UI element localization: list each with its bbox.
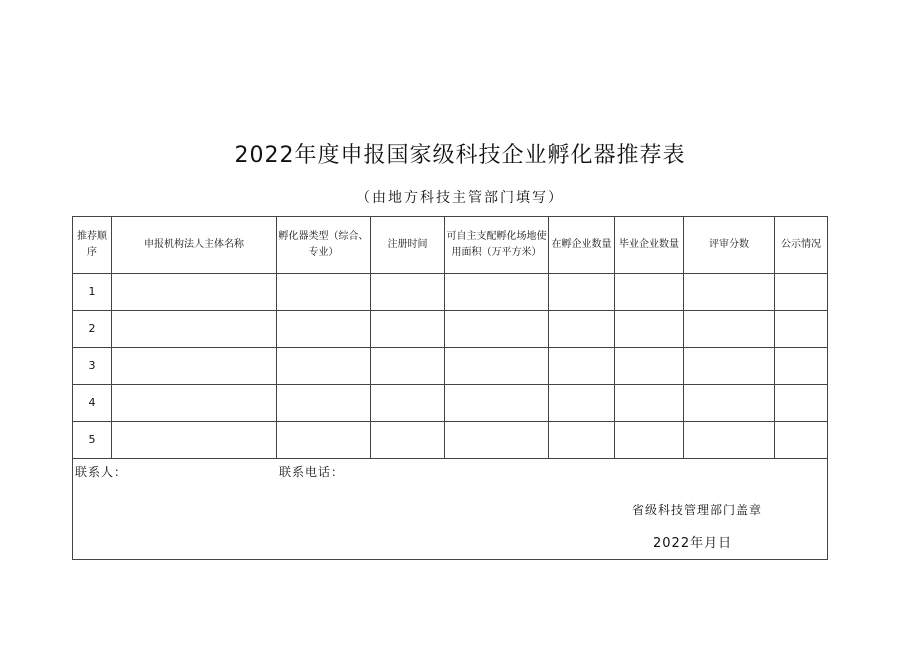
table-cell[interactable]: [445, 274, 549, 311]
header-score: 评审分数: [684, 217, 775, 274]
row-number: 2: [73, 311, 112, 348]
header-area: 可自主支配孵化场地使用面积（万平方米）: [445, 217, 549, 274]
table-header-row: [73, 217, 828, 274]
table-cell[interactable]: [549, 274, 615, 311]
table-cell[interactable]: [112, 422, 277, 459]
table-cell[interactable]: [445, 422, 549, 459]
page-title: 2022年度申报国家级科技企业孵化器推荐表: [234, 143, 686, 168]
table-cell[interactable]: [615, 274, 684, 311]
table-cell[interactable]: [775, 348, 828, 385]
table-cell[interactable]: [549, 385, 615, 422]
table-cell[interactable]: [277, 422, 371, 459]
header-publicity: 公示情况: [775, 217, 828, 274]
table-cell[interactable]: [277, 348, 371, 385]
table-cell[interactable]: [615, 385, 684, 422]
table-cell[interactable]: [371, 422, 445, 459]
header-incubating-count: 在孵企业数量: [549, 217, 615, 274]
table-cell[interactable]: [684, 274, 775, 311]
recommendation-table: [72, 216, 828, 459]
table-cell[interactable]: [615, 422, 684, 459]
table-cell[interactable]: [549, 311, 615, 348]
date-text: 2022年月日: [653, 536, 733, 551]
table-cell[interactable]: [371, 348, 445, 385]
footer-section: [72, 459, 828, 560]
table-row: [73, 311, 828, 348]
table-cell[interactable]: [684, 422, 775, 459]
table-row: [73, 274, 828, 311]
table-cell[interactable]: [549, 422, 615, 459]
table-cell[interactable]: [445, 348, 549, 385]
table-cell[interactable]: [684, 311, 775, 348]
table-cell[interactable]: [112, 311, 277, 348]
table-cell[interactable]: [775, 311, 828, 348]
contact-phone-label: 联系电话：: [279, 465, 345, 479]
table-cell[interactable]: [277, 385, 371, 422]
table-row: [73, 422, 828, 459]
table-cell[interactable]: [371, 311, 445, 348]
row-number: 3: [73, 348, 112, 385]
table-cell[interactable]: [775, 385, 828, 422]
table-cell[interactable]: [112, 385, 277, 422]
table-cell[interactable]: [445, 311, 549, 348]
row-number: 1: [73, 274, 112, 311]
header-registration-time: 注册时间: [371, 217, 445, 274]
table-cell[interactable]: [277, 311, 371, 348]
seal-text: 省级科技管理部门盖章: [632, 503, 763, 517]
table-cell[interactable]: [112, 274, 277, 311]
table-cell[interactable]: [371, 385, 445, 422]
row-number: 5: [73, 422, 112, 459]
table-cell[interactable]: [775, 274, 828, 311]
row-number: 4: [73, 385, 112, 422]
header-graduated-count: 毕业企业数量: [615, 217, 684, 274]
table-cell[interactable]: [445, 385, 549, 422]
table-cell[interactable]: [775, 422, 828, 459]
table-cell[interactable]: [684, 385, 775, 422]
table-cell[interactable]: [277, 274, 371, 311]
header-rank: 推荐顺序: [73, 217, 112, 274]
header-incubator-type: 孵化器类型（综合、专业）: [277, 217, 371, 274]
table-row: [73, 385, 828, 422]
table-cell[interactable]: [615, 348, 684, 385]
table-row: [73, 348, 828, 385]
table-cell[interactable]: [684, 348, 775, 385]
table-cell[interactable]: [549, 348, 615, 385]
contact-person-label: 联系人：: [75, 465, 128, 479]
table-cell[interactable]: [615, 311, 684, 348]
table-cell[interactable]: [112, 348, 277, 385]
header-org-name: 申报机构法人主体名称: [112, 217, 277, 274]
table-cell[interactable]: [371, 274, 445, 311]
page-subtitle: （由地方科技主管部门填写）: [356, 190, 564, 206]
